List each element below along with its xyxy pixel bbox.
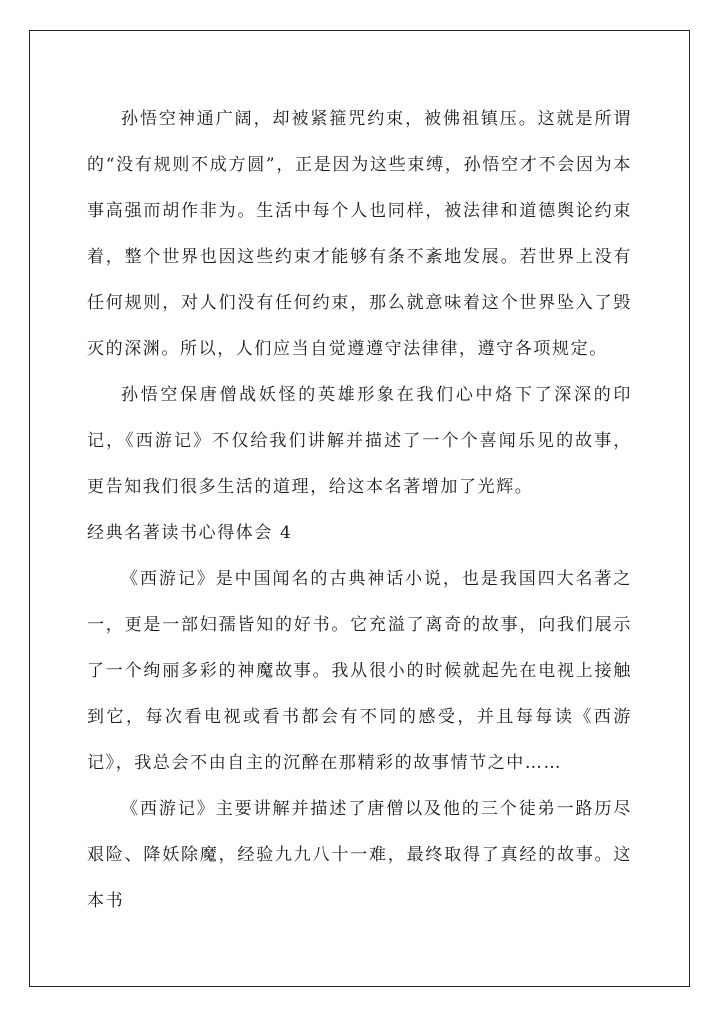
paragraph: 孙悟空神通广阔，却被紧箍咒约束，被佛祖镇压。这就是所谓的“没有规则不成方圆”，正是因为这些束缚，孙悟空才不会因为本事高强而胡作非为。生活中每个人也同样，被法律和道德舆论约束着，整个世界也因这些约束才能够有条不紊地发展。若世界上没有任何规则，对人们没有任何约束，那么就意味着这个世界坠入了毁灭的深渊。所以，人们应当自觉遵遵守法律律，遵守各项规定。: [87, 109, 632, 359]
document-body: [87, 96, 632, 924]
paragraph: 孙悟空保唐僧战妖怪的英雄形象在我们心中烙下了深深的印记，《西游记》不仅给我们讲解并描述了一个个喜闻乐见的故事，更告知我们很多生活的道理，给这本名著增加了光辉。: [87, 385, 632, 497]
paragraph: 《西游记》是中国闻名的古典神话小说，也是我国四大名著之一，更是一部妇孺皆知的好书。它充溢了离奇的故事，向我们展示了一个绚丽多彩的神魔故事。我从很小的时候就起先在电视上接触到它，每次看电视或看书都会有不同的感受，并且每每读《西游记》，我总会不由自主的沉醉在那精彩的故事情节之中……: [87, 569, 632, 773]
section-heading: 经典名著读书心得体会 4: [87, 523, 293, 543]
paragraph: 《西游记》主要讲解并描述了唐僧以及他的三个徒弟一路历尽艰险、降妖除魔，经验九九八十一难，最终取得了真经的故事。这本书: [87, 799, 632, 911]
